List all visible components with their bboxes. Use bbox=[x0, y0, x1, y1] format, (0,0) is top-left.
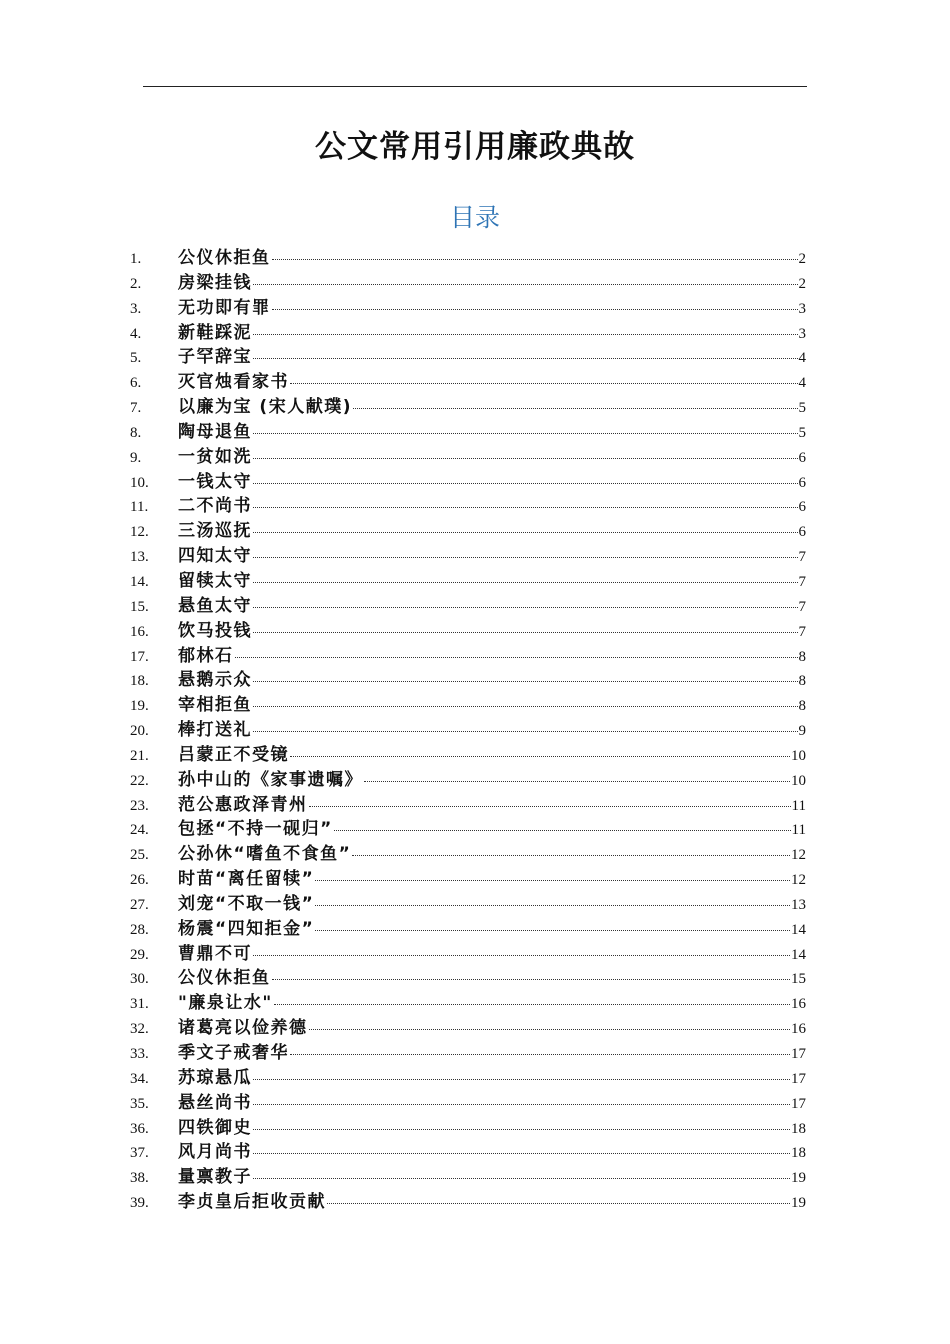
toc-entry-page-number: 14 bbox=[791, 921, 806, 938]
toc-entry-page-number: 8 bbox=[798, 698, 806, 715]
toc-entry-number: 33. bbox=[130, 1046, 149, 1062]
toc-entry-page-number: 6 bbox=[798, 499, 806, 516]
toc-entry-label[interactable]: "廉泉让水" bbox=[178, 993, 273, 1014]
toc-entry[interactable] bbox=[130, 345, 806, 370]
toc-entry-label[interactable]: 季文子戒奢华 bbox=[178, 1043, 289, 1063]
toc-entry[interactable] bbox=[130, 668, 806, 693]
toc-entry[interactable] bbox=[130, 917, 806, 942]
toc-dot-leader bbox=[290, 1054, 790, 1055]
toc-entry-page-number: 6 bbox=[798, 449, 806, 466]
toc-entry-number: 38. bbox=[130, 1170, 149, 1187]
toc-entry-page-number: 14 bbox=[791, 946, 806, 963]
toc-entry-page-number: 3 bbox=[798, 325, 806, 342]
toc-entry-number: 31. bbox=[130, 996, 149, 1013]
toc-entry-page-number: 5 bbox=[798, 400, 806, 417]
toc-dot-leader bbox=[327, 1203, 790, 1204]
toc-dot-leader bbox=[253, 557, 798, 558]
toc-entry-label[interactable]: 孙中山的《家事遗嘱》 bbox=[178, 769, 363, 790]
toc-dot-leader bbox=[315, 930, 790, 931]
toc-entry-number: 5. bbox=[130, 350, 142, 367]
toc-entry-page-number: 7 bbox=[798, 549, 806, 566]
toc-dot-leader bbox=[253, 731, 798, 732]
toc-entry-number: 20. bbox=[130, 723, 149, 740]
toc-entry-number: 24. bbox=[130, 822, 149, 839]
toc-entry[interactable] bbox=[130, 842, 806, 867]
toc-dot-leader bbox=[290, 383, 798, 384]
toc-entry-label[interactable]: 无功即有罪 bbox=[178, 297, 271, 318]
toc-entry-page-number: 10 bbox=[791, 747, 806, 764]
toc-entry-label[interactable]: 杨震“四知拒金” bbox=[178, 918, 315, 939]
toc-entry-label[interactable]: 量禀教子 bbox=[178, 1167, 252, 1188]
toc-entry-page-number: 6 bbox=[798, 524, 806, 541]
toc-entry-label[interactable]: 曹鼎不可 bbox=[178, 943, 252, 964]
toc-entry-number: 30. bbox=[130, 971, 149, 988]
toc-entry-label[interactable]: 棒打送礼 bbox=[178, 720, 252, 741]
toc-entry[interactable] bbox=[130, 644, 806, 669]
toc-entry-label[interactable]: 诸葛亮以俭养德 bbox=[178, 1018, 308, 1039]
toc-dot-leader bbox=[253, 582, 798, 583]
toc-entry-number: 34. bbox=[130, 1070, 149, 1087]
toc-entry[interactable] bbox=[130, 1140, 806, 1165]
toc-entry[interactable] bbox=[130, 718, 806, 743]
toc-entry-number: 21. bbox=[130, 747, 149, 764]
toc-dot-leader bbox=[272, 259, 798, 260]
toc-entry-page-number: 3 bbox=[798, 300, 806, 317]
toc-dot-leader bbox=[253, 1129, 790, 1130]
toc-entry[interactable] bbox=[130, 743, 806, 768]
toc-entry-label[interactable]: 三汤巡抚 bbox=[178, 521, 252, 542]
toc-entry-label[interactable]: 子罕辞宝 bbox=[178, 347, 252, 368]
toc-entry[interactable] bbox=[130, 395, 806, 420]
toc-entry-page-number: 19 bbox=[791, 1170, 806, 1187]
toc-entry-label[interactable]: 房梁挂钱 bbox=[178, 272, 252, 293]
toc-entry-number: 3. bbox=[130, 300, 142, 317]
toc-dot-leader bbox=[253, 284, 798, 285]
toc-entry-number: 17. bbox=[130, 648, 149, 665]
toc-entry-number: 25. bbox=[130, 847, 149, 864]
toc-entry-label[interactable]: 公仪休拒鱼 bbox=[178, 968, 271, 989]
toc-dot-leader bbox=[253, 955, 790, 956]
toc-entry-page-number: 6 bbox=[798, 474, 806, 491]
toc-entry-number: 27. bbox=[130, 896, 149, 913]
header-rule bbox=[143, 86, 807, 87]
toc-entry-number: 6. bbox=[130, 375, 142, 392]
toc-entry-label[interactable]: 四铁御史 bbox=[178, 1117, 252, 1138]
toc-entry-number: 9. bbox=[130, 449, 142, 466]
toc-entry[interactable] bbox=[130, 519, 806, 544]
toc-entry-number: 22. bbox=[130, 772, 149, 789]
table-of-contents bbox=[130, 246, 806, 1215]
toc-entry-label[interactable]: 刘宠“不取一钱” bbox=[178, 893, 315, 914]
document-title: 公文常用引用廉政典故 bbox=[315, 129, 635, 165]
toc-dot-leader bbox=[352, 855, 790, 856]
toc-entry[interactable] bbox=[130, 420, 806, 445]
toc-entry-number: 11. bbox=[130, 499, 149, 516]
toc-entry[interactable] bbox=[130, 619, 806, 644]
toc-entry[interactable] bbox=[130, 1041, 806, 1066]
toc-entry-number: 13. bbox=[130, 549, 149, 566]
toc-entry-label[interactable]: 风月尚书 bbox=[178, 1142, 252, 1163]
toc-entry-label[interactable]: 宰相拒鱼 bbox=[178, 695, 252, 716]
toc-dot-leader bbox=[309, 806, 791, 807]
toc-dot-leader bbox=[334, 830, 791, 831]
toc-entry-number: 8. bbox=[130, 424, 142, 441]
toc-entry-page-number: 4 bbox=[798, 350, 806, 367]
toc-entry-label[interactable]: 新鞋踩泥 bbox=[178, 322, 252, 343]
toc-dot-leader bbox=[315, 880, 790, 881]
toc-entry[interactable] bbox=[130, 991, 806, 1016]
toc-entry-page-number: 18 bbox=[791, 1145, 806, 1162]
toc-entry-number: 35. bbox=[130, 1095, 149, 1112]
toc-entry-number: 19. bbox=[130, 698, 149, 715]
toc-entry-number: 29. bbox=[130, 946, 149, 963]
toc-entry-number: 7. bbox=[130, 400, 142, 417]
toc-entry-page-number: 15 bbox=[791, 971, 806, 988]
toc-entry-number: 39. bbox=[130, 1195, 149, 1212]
toc-dot-leader bbox=[253, 1153, 790, 1154]
toc-entry[interactable] bbox=[130, 1091, 806, 1116]
toc-entry-page-number: 7 bbox=[798, 623, 806, 640]
toc-entry[interactable] bbox=[130, 1190, 806, 1215]
toc-entry[interactable] bbox=[130, 296, 806, 321]
toc-entry-number: 28. bbox=[130, 921, 149, 938]
toc-entry-page-number: 7 bbox=[798, 598, 806, 615]
toc-dot-leader bbox=[253, 706, 798, 707]
toc-entry-number: 1. bbox=[130, 251, 142, 267]
toc-entry-page-number: 18 bbox=[791, 1120, 806, 1137]
toc-entry[interactable] bbox=[130, 1116, 806, 1141]
toc-entry-label[interactable]: 一贫如洗 bbox=[178, 446, 252, 467]
toc-entry[interactable] bbox=[130, 246, 806, 271]
toc-entry-page-number: 2 bbox=[798, 275, 806, 292]
toc-entry-label[interactable]: 悬鹅示众 bbox=[178, 670, 252, 691]
toc-dot-leader bbox=[253, 433, 798, 434]
toc-entry-number: 26. bbox=[130, 872, 149, 889]
toc-entry[interactable] bbox=[130, 544, 806, 569]
toc-dot-leader bbox=[309, 1029, 791, 1030]
toc-entry[interactable] bbox=[130, 817, 806, 842]
toc-entry[interactable] bbox=[130, 594, 806, 619]
toc-entry-label[interactable]: 郁林石 bbox=[178, 645, 234, 666]
toc-entry-page-number: 4 bbox=[798, 375, 806, 392]
toc-entry-number: 10. bbox=[130, 474, 149, 491]
toc-entry-label[interactable]: 饮马投钱 bbox=[178, 620, 252, 641]
toc-entry-number: 16. bbox=[130, 623, 149, 640]
toc-entry[interactable] bbox=[130, 693, 806, 718]
toc-entry-page-number: 17 bbox=[791, 1046, 806, 1062]
toc-dot-leader bbox=[315, 905, 790, 906]
toc-entry-label[interactable]: 以廉为宝 (宋人献璞) bbox=[178, 397, 352, 418]
toc-dot-leader bbox=[364, 781, 790, 782]
toc-entry-label[interactable]: 二不尚书 bbox=[178, 496, 252, 517]
toc-dot-leader bbox=[272, 979, 791, 980]
toc-dot-leader bbox=[272, 309, 798, 310]
toc-dot-leader bbox=[253, 532, 798, 533]
toc-dot-leader bbox=[353, 408, 798, 409]
toc-entry[interactable] bbox=[130, 494, 806, 519]
toc-entry[interactable] bbox=[130, 569, 806, 594]
toc-entry-label[interactable]: 四知太守 bbox=[178, 546, 252, 567]
toc-entry-label[interactable]: 一钱太守 bbox=[178, 471, 252, 492]
toc-entry-page-number: 2 bbox=[798, 251, 806, 267]
toc-entry[interactable] bbox=[130, 942, 806, 967]
toc-entry[interactable] bbox=[130, 966, 806, 991]
toc-entry-number: 14. bbox=[130, 573, 149, 590]
toc-entry[interactable] bbox=[130, 867, 806, 892]
toc-entry[interactable] bbox=[130, 370, 806, 395]
toc-entry-label[interactable]: 留犊太守 bbox=[178, 570, 252, 591]
toc-entry-label[interactable]: 公仪休拒鱼 bbox=[178, 248, 271, 268]
toc-entry-page-number: 19 bbox=[791, 1195, 806, 1212]
toc-entry-label[interactable]: 李贞皇后拒收贡献 bbox=[178, 1192, 326, 1213]
toc-entry-number: 4. bbox=[130, 325, 142, 342]
toc-dot-leader bbox=[253, 1104, 790, 1105]
toc-entry-number: 36. bbox=[130, 1120, 149, 1137]
toc-entry-page-number: 17 bbox=[791, 1070, 806, 1087]
toc-entry-number: 18. bbox=[130, 673, 149, 690]
toc-entry-label[interactable]: 吕蒙正不受镜 bbox=[178, 744, 289, 765]
toc-entry-label[interactable]: 悬丝尚书 bbox=[178, 1092, 252, 1113]
toc-entry[interactable] bbox=[130, 445, 806, 470]
toc-dot-leader bbox=[253, 1178, 790, 1179]
toc-dot-leader bbox=[253, 458, 798, 459]
toc-dot-leader bbox=[253, 632, 798, 633]
toc-dot-leader bbox=[290, 756, 790, 757]
toc-entry[interactable] bbox=[130, 271, 806, 296]
toc-entry[interactable] bbox=[130, 1066, 806, 1091]
toc-entry-page-number: 8 bbox=[798, 648, 806, 665]
toc-entry-number: 23. bbox=[130, 797, 149, 814]
toc-dot-leader bbox=[274, 1004, 790, 1005]
toc-dot-leader bbox=[253, 1079, 790, 1080]
toc-entry-page-number: 12 bbox=[791, 872, 806, 889]
toc-entry-page-number: 11 bbox=[791, 797, 806, 814]
toc-entry-label[interactable]: 公孙休“嗜鱼不食鱼” bbox=[178, 844, 352, 865]
toc-entry-label[interactable]: 灭官烛看家书 bbox=[178, 372, 289, 393]
toc-dot-leader bbox=[253, 334, 798, 335]
toc-dot-leader bbox=[235, 657, 798, 658]
toc-entry-label[interactable]: 范公惠政泽青州 bbox=[178, 794, 308, 815]
toc-entry-number: 37. bbox=[130, 1145, 149, 1162]
toc-entry[interactable] bbox=[130, 1016, 806, 1041]
toc-entry-page-number: 9 bbox=[798, 723, 806, 740]
toc-entry[interactable] bbox=[130, 321, 806, 346]
toc-entry-page-number: 16 bbox=[791, 1021, 806, 1038]
toc-entry-label[interactable]: 时苗“离任留犊” bbox=[178, 869, 315, 890]
toc-entry[interactable] bbox=[130, 892, 806, 917]
toc-entry-page-number: 16 bbox=[791, 996, 806, 1013]
toc-entry-number: 32. bbox=[130, 1021, 149, 1038]
toc-dot-leader bbox=[253, 358, 798, 359]
toc-entry-number: 15. bbox=[130, 598, 149, 615]
toc-entry-page-number: 11 bbox=[791, 822, 806, 839]
toc-entry-page-number: 13 bbox=[791, 896, 806, 913]
toc-entry-number: 12. bbox=[130, 524, 149, 541]
toc-entry-page-number: 5 bbox=[798, 424, 806, 441]
toc-heading: 目录 bbox=[449, 203, 500, 232]
toc-dot-leader bbox=[253, 507, 798, 508]
toc-entry[interactable] bbox=[130, 793, 806, 818]
toc-entry-number: 2. bbox=[130, 275, 142, 292]
toc-entry[interactable] bbox=[130, 768, 806, 793]
toc-entry-label[interactable]: 陶母退鱼 bbox=[178, 421, 252, 442]
toc-dot-leader bbox=[253, 607, 798, 608]
toc-entry-label[interactable]: 包拯“不持一砚归” bbox=[178, 819, 333, 840]
toc-entry-label[interactable]: 悬鱼太守 bbox=[178, 595, 252, 616]
toc-entry[interactable] bbox=[130, 1165, 806, 1190]
toc-entry-page-number: 7 bbox=[798, 573, 806, 590]
toc-entry-label[interactable]: 苏琼悬瓜 bbox=[178, 1067, 252, 1088]
toc-entry-page-number: 8 bbox=[798, 673, 806, 690]
toc-dot-leader bbox=[253, 483, 798, 484]
toc-entry-page-number: 12 bbox=[791, 847, 806, 864]
toc-entry-page-number: 17 bbox=[791, 1095, 806, 1112]
toc-dot-leader bbox=[253, 681, 798, 682]
toc-entry[interactable] bbox=[130, 470, 806, 495]
toc-entry-page-number: 10 bbox=[791, 772, 806, 789]
